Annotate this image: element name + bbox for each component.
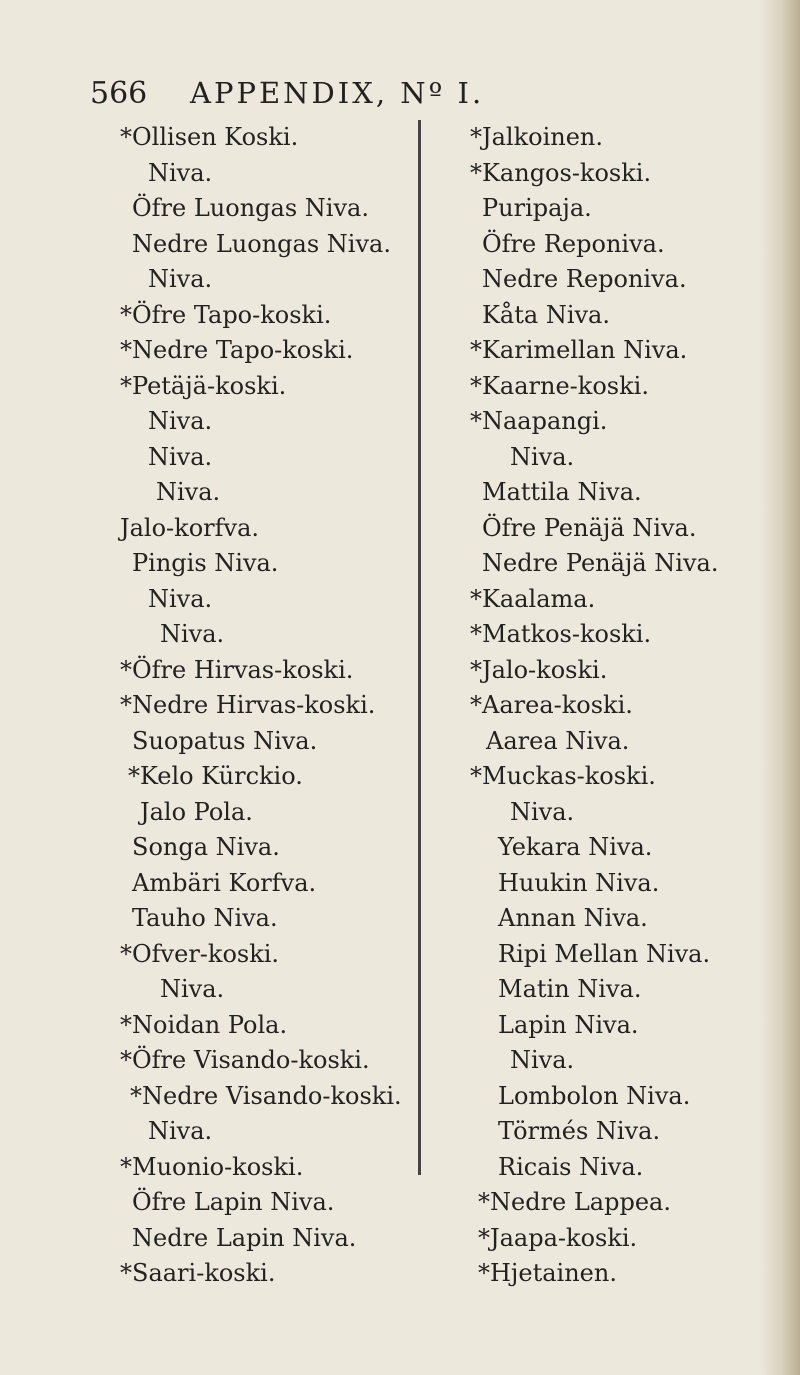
list-item: Lapin Niva. [498, 1010, 639, 1039]
list-item: Nedre Luongas Niva. [132, 229, 391, 258]
list-item: Kåta Niva. [482, 300, 610, 329]
list-item: Annan Niva. [498, 904, 648, 932]
list-item: Nedre Lapin Niva. [132, 1223, 357, 1252]
list-item: Niva. [148, 407, 213, 435]
list-item: Niva. [148, 158, 213, 187]
list-item: Niva. [510, 1046, 575, 1074]
list-item: Aarea Niva. [486, 726, 630, 755]
list-item: Nedre Penäjä Niva. [482, 549, 719, 577]
list-item: *Petäjä-koski. [120, 371, 287, 400]
list-item: *Naapangi. [470, 407, 608, 435]
list-item: *Nedre Lappea. [478, 1188, 671, 1216]
list-item: *Öfre Hirvas-koski. [120, 655, 354, 684]
list-item: Öfre Penäjä Niva. [482, 513, 697, 542]
list-item: *Nedre Hirvas-koski. [120, 691, 376, 719]
list-item: *Nedre Visando-koski. [130, 1081, 402, 1110]
list-item: Niva. [160, 975, 225, 1003]
list-item: Ricais Niva. [498, 1152, 644, 1181]
list-item: *Kangos-koski. [470, 158, 652, 187]
left-column [120, 120, 420, 1292]
list-item: Matin Niva. [498, 975, 642, 1003]
list-item: *Kaarne-koski. [470, 371, 649, 400]
list-item: *Kelo Kürckio. [128, 762, 303, 790]
list-item: *Muckas-koski. [470, 762, 656, 790]
list-item: *Noidan Pola. [120, 1010, 288, 1039]
list-item: *Matkos-koski. [470, 620, 652, 648]
column-divider [418, 120, 421, 1175]
list-item: Yekara Niva. [498, 833, 653, 861]
page-edge [760, 0, 800, 1375]
list-item: Pingis Niva. [132, 549, 279, 577]
list-item: Niva. [160, 620, 225, 648]
list-item: Niva. [148, 265, 213, 293]
running-head: APPENDIX, Nº I. [190, 76, 485, 110]
list-item: Öfre Reponiva. [482, 229, 665, 258]
list-item: *Jalkoinen. [470, 123, 604, 151]
list-item: Suopatus Niva. [132, 726, 318, 755]
list-item: *Aarea-koski. [470, 691, 633, 719]
list-item: Niva. [148, 584, 213, 613]
list-item: *Ofver-koski. [120, 939, 280, 968]
list-item: Songa Niva. [132, 833, 280, 861]
list-item: *Jalo-koski. [470, 655, 608, 684]
list-item: *Hjetainen. [478, 1259, 617, 1287]
list-item: Jalo Pola. [140, 797, 253, 826]
list-item: Huukin Niva. [498, 868, 660, 897]
list-item: Niva. [156, 478, 221, 506]
list-item: Öfre Luongas Niva. [132, 194, 369, 222]
list-item: *Saari-koski. [120, 1259, 276, 1287]
list-item: *Jaapa-koski. [478, 1223, 638, 1252]
list-item: *Kaalama. [470, 584, 596, 613]
list-item: *Karimellan Niva. [470, 336, 688, 364]
page-number: 566 [90, 76, 148, 111]
list-item: Tauho Niva. [132, 904, 278, 932]
list-item: Niva. [148, 1117, 213, 1145]
list-item: Jalo-korfva. [120, 513, 260, 542]
list-item: Öfre Lapin Niva. [132, 1188, 335, 1216]
list-item: Puripaja. [482, 194, 592, 222]
list-item: Törmés Niva. [498, 1117, 661, 1145]
list-item: Ripi Mellan Niva. [498, 939, 711, 968]
list-item: Nedre Reponiva. [482, 265, 687, 293]
page-header [90, 76, 740, 116]
list-item: Mattila Niva. [482, 478, 642, 506]
list-item: Niva. [510, 797, 575, 826]
list-item: *Öfre Tapo-koski. [120, 300, 332, 329]
right-column [470, 120, 740, 1292]
list-item: Niva. [148, 442, 213, 471]
list-item: *Ollisen Koski. [120, 123, 299, 151]
list-item: Niva. [510, 442, 575, 471]
list-item: *Öfre Visando-koski. [120, 1046, 370, 1074]
list-item: *Muonio-koski. [120, 1152, 304, 1181]
list-item: Lombolon Niva. [498, 1081, 691, 1110]
list-item: *Nedre Tapo-koski. [120, 336, 354, 364]
list-item: Ambäri Korfva. [132, 868, 317, 897]
